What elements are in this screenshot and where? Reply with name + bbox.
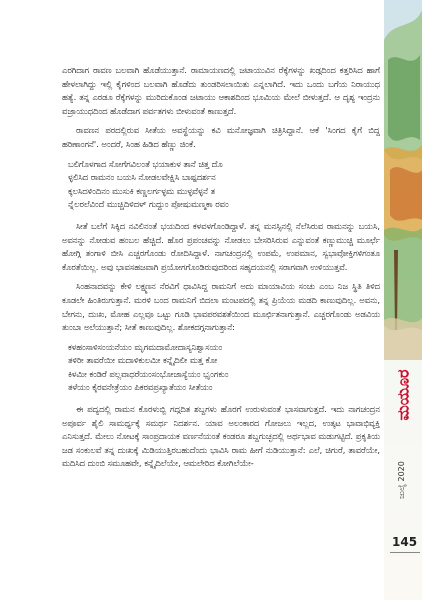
verse-line: ತಳೆಯಂ ಕೈರವನೇತ್ರೆಯಂ ಪಿಕರವಪ್ರಖ್ಯಾತೆಯಂ ಸೀತೆಯಂ <box>68 382 213 393</box>
paragraph: ಈ ಪದ್ಯದಲ್ಲಿ ರಾಮನ ಕೊರಳುಬ್ಬಿ ಗದ್ಗದಿತ ಶಬ್ದಗಳು ಹೊರಗೆ ಉರುಳುವಂತೆ ಭಾಸವಾಗುತ್ತದೆ. ಇದು ನಾಗಚಂದ್ರನ ಅಪೂರ್ವ ಶೈಲಿ ಸಾಮರ್ಥ್ಯಕ್ಕೆ ಸಮರ್ಥ ನಿದರ್ಶನ. ಯಾವ ಅಲಂಕಾರದ ಗೋಜಲು ಇಲ್ಲದ, ಉತ್ಕಟ ಭಾವಾಭಿವ್ಯಕ್ತಿ ಎನಿಸುತ್ತದೆ. ಮೇಲು ನೋಟಕ್ಕೆ ಸಾಂಪ್ರದಾಯಕ ವರ್ಣನೆಯಂತೆ ಕಂಡರೂ ಶಬ್ದಗುಚ್ಛದಲ್ಲಿ ಅರ್ಥಭಾವ ಮಡುಗಟ್ಟಿದೆ. ಪ್ರಕೃತಿಯ ಜಡ ಸಂಕುಲವೆ ತನ್ನ ದುಃಖಕ್ಕೆ ಮಿಡಿಯುತ್ತಿರಬಹುದೆಂದು ಭಾವಿಸಿ ರಾಮ ಹೀಗೆ ನುಡಿಯುತ್ತಾನೆ: ಎಲೆ, ಚಿಗುರೆ, ತಾವರೆಯೇ, ಮದಿಸಿದ ದುಂಬಿ ಸಮೂಹವೇ, ಕನ್ನೈದಿಲೆಯೇ, ಆಮಲೇರಿದ ಕೋಗಿಲೆಯೇ- <box>62 404 380 469</box>
page-number: 145 <box>392 535 418 549</box>
issue-date: ಜುಲೈ 2020 <box>397 461 407 499</box>
magazine-logo <box>394 358 414 432</box>
verse-block <box>68 341 380 395</box>
verse-line: ನ್ನೆಲರಲೆವಿಂದೆ ಮುಚ್ಚಿದಿಳಿದಳ್ ಗುದ್ದುಂ ಪೋಷುಮಣ್ಮಕಾ ರವಂ <box>68 199 229 210</box>
verse-line: ಳ್ಳಲಿಸಿದ ರಾಮನಂ ಬಯಸಿ ನೋಡಲವೇಕ್ಷಿಸಿ ಬಾಷ್ಪದರ್ಶನ <box>68 172 216 183</box>
article-body <box>62 64 380 477</box>
paragraph: ಸೀತೆ ಬಲೆಗೆ ಸಿಕ್ಕಿದ ನವಿಲಿನಂತೆ ಭಯದಿಂದ ಕಳವಳಗೊಂಡಿದ್ದಾಳೆ. ತನ್ನ ಮನಸ್ಸಿನಲ್ಲಿ ನೆಲೆಸಿರುವ ರಾಮನನ್ನು ಬಯಸಿ, ಅವನನ್ನು ನೋಡುವ ಹಂಬಲ ಹೆಚ್ಚಿದೆ. ಹೊರ ಪ್ರಪಂಚವನ್ನು ನೋಡಲು ಬೇಸರಿಸಿರುವ ಎನ್ನುವಂತೆ ಕಣ್ಣುಮುಚ್ಚಿ ಮೂರ್ಛೆ ಹೋಗ್ಗಿ ತಂಗಾಳಿ ಬೀಸಿ ಎಚ್ಚರಗೊಂಡು ರೋದಿಸಿದ್ದಾಳೆ. ನಾಗಚಂದ್ರನಲ್ಲಿ ಉಪಮೆ, ಉಪಮಾನ, ಸ್ವಭಾವೋಕ್ತಿಗಳಿಗಂತೂ ಕೊರತೆಯಿಲ್ಲ. ಅವು ಭಾವಸಹಜವಾಗಿ ಪ್ರಯೋಗಗೊಂಡಿರುವುದರಿಂದ ಸಹೃದಯನಲ್ಲಿ ಸರಾಗವಾಗಿ ಉಳಿಯುತ್ತವೆ. <box>62 220 380 272</box>
paragraph: ಎರಗಿದಾಗ ರಾವಣ ಬಲವಾಗಿ ಹೊಡೆಯುತ್ತಾನೆ. ರಾಮಾಯಣದಲ್ಲಿ ಜಟಾಯುವಿನ ರೆಕ್ಕೆಗಳನ್ನು ಖಡ್ಗದಿಂದ ಕತ್ತರಿಸಿದ ಹಾಗೆ ಹೇಳಲಾಗಿದ್ದು ಇಲ್ಲಿ ಕೈಗಳಿಂದ ಬಲವಾಗಿ ಹೊಡೆದು ತುಂಡರಿಸಲಾಯಿತು ಎನ್ನಲಾಗಿದೆ. ಇದು ಒಂದು ಬಗೆಯ ನಿರಾಯುಧ ಹತ್ಯೆ. ತನ್ನ ಎರಡೂ ರೆಕ್ಕೆಗಳನ್ನು ಮುರಿದುಕೊಂಡ ಜಟಾಯು ಆಕಾಶದಿಂದ ಭೂಮಿಯ ಮೇಲೆ ಬೀಳುತ್ತದೆ. ಆ ದೃಶ್ಯ ಇಂದ್ರನು ವಜ್ರಾಯುಧದಿಂದ ಹೊಡೆದಾಗ ಪರ್ವತಗಳು ಬೀಳುವಂತೆ ಕಾಣುತ್ತದೆ. <box>62 65 380 116</box>
verse-line: ಕ್ಕಲಸಿದಳಿಂದಿನಂ ಮುಸುಕಿ ಕಣ್ಣಲರ್ಗಳ್ಳಮ ಮುಳ್ಳವೆಳ್ಳನೆ ತ <box>68 185 215 196</box>
verse-line: ಕಿಳಮೀ ಕಂಡಿರೆ ಪಲ್ಲವಾಧರೆಯಂಸಂಭೋಜಾಸ್ಯೆಯಂ ಭೃಂಗಕುಂ <box>68 368 229 379</box>
paragraph: ರಾವಣನ ಪರದಲ್ಲಿರುವ ಸೀತೆಯ ಅವಸ್ಥೆಯನ್ನು ಕವಿ ಮನೋಜ್ಞವಾಗಿ ಚಿತ್ರಿಸಿದ್ದಾನೆ. ಆಕೆ 'ಸಿಂಗದ ಕೈಗೆ ಬಿದ್ದ ಹರಿಣಾಂಗನೆ'. ಅಂದರೆ, ಸಿಂಹ ಹಿಡಿದ ಹೆಣ್ಣು ಜಿಂಕೆ. <box>62 125 380 149</box>
paragraph: ಸಿಂಹನಾದವನ್ನು ಕೇಳಿ ಲಕ್ಷ್ಮಣನ ನೆರವಿಗೆ ಧಾವಿಸಿದ್ದ ರಾಮನಿಗೆ ಅದು ಮಾಯಾವಿಯ ಸಂಚು ಎಂಬ ನಿಜ ಸ್ಥಿತಿ ತಿಳಿದ ಕೂಡಲೇ ಹಿಂತಿರುಗುತ್ತಾನೆ. ಮರಳಿ ಬಂದ ರಾಮನಿಗೆ ಬಿದಲಾ ಮಂಟಪದಲ್ಲಿ ತನ್ನ ಪ್ರಿಯೆಯ ಮಡದಿ ಕಾಣುವುದಿಲ್ಲ. ಅವನು, ಬೇಗನು, ದುಃಖ, ಮೋಹ ಎಲ್ಲವೂ ಒಟ್ಟು ಗೂಡಿ ಭಾವಪರವಶತೆಯಿಂದ ಮೂರ್ಛಿತನಾಗುತ್ತಾನೆ. ಎಚ್ಚರಗೊಂಡು ಅಡವಿಯ ತುಂಬಾ ಅಲೆಯುತ್ತಾನೆ; ಸೀತೆ ಕಾಣುವುದಿಲ್ಲ. ಶೋಕದಗ್ಗನಾಗುತ್ತಾನೆ: <box>62 281 380 333</box>
verse-line: ಕಳಹಂಸಾಳಿಸಂಯನೆಯಂ ಮೃಗಮದಾಮೋದಾಸ್ಯನಿಶ್ವಾಸಯಂ <box>68 341 223 352</box>
verse-line: ಬಲಿಗೊಳಗಾದ ಸೋಗೆಗವಿಲಂತೆ ಭಯಾಕುಳ ತಾನೆ ಚಿತ್ತ ದೊ <box>68 158 223 169</box>
page-number-rule <box>390 552 420 553</box>
magazine-name: ಮಯೂರ <box>394 369 413 421</box>
issue-label <box>392 440 412 520</box>
verse-line: ತಳಿರೀ ತಾವರೆಯೀ ಮದಾಳಿಕುಲಮೀ ಕನ್ನೈದಿಲೀ ಮತ್ತ ಕೋ <box>68 355 218 366</box>
verse-block <box>68 158 380 212</box>
